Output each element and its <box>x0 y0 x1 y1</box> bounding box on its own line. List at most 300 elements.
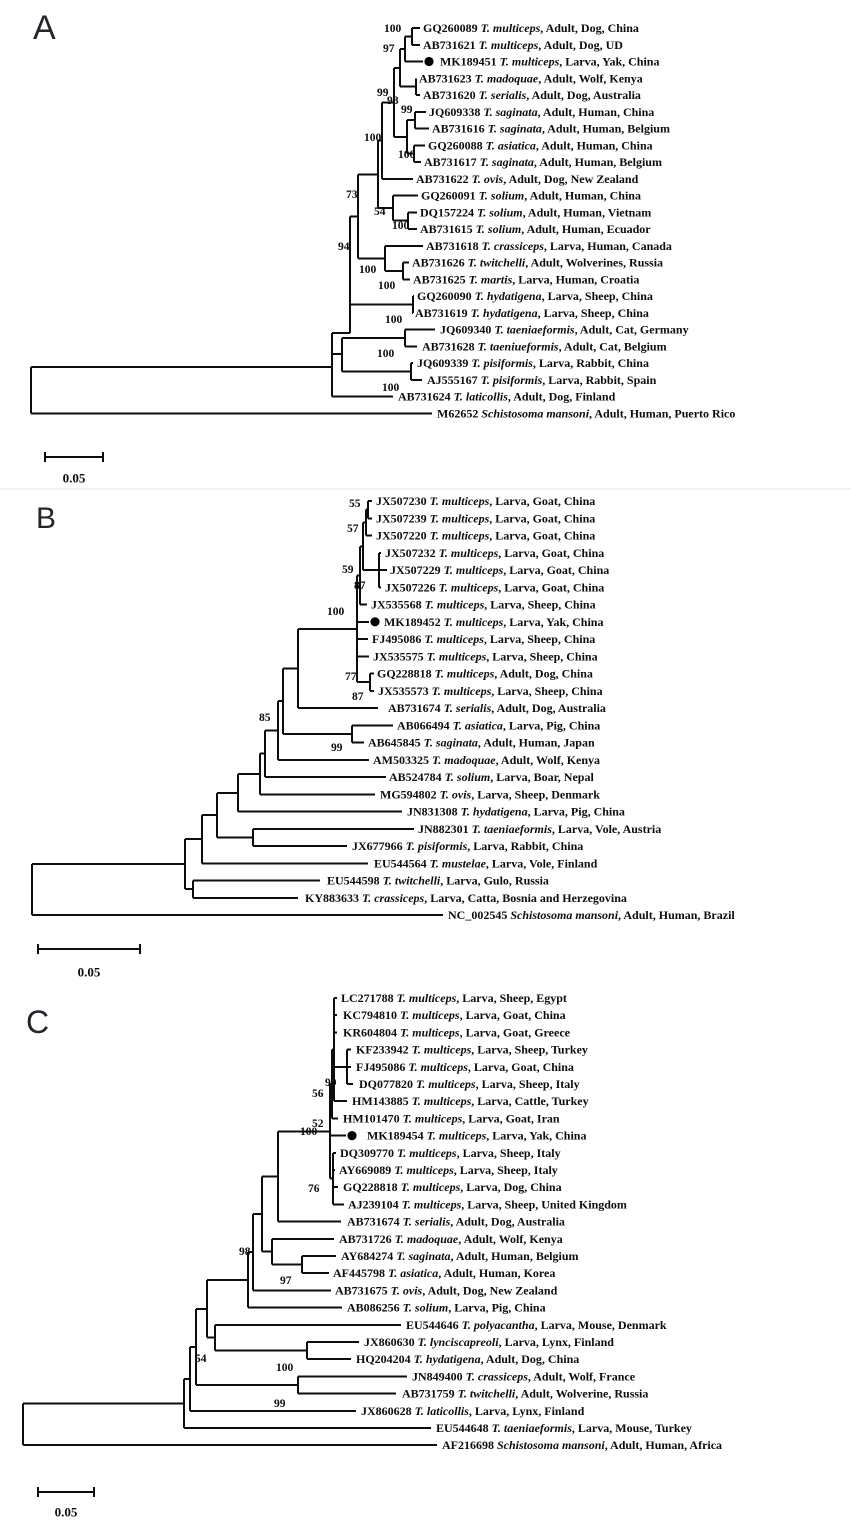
taxon-label <box>429 105 654 119</box>
taxon-label <box>440 55 659 69</box>
taxon-details: , Larva, Gulo, Russia <box>440 873 549 888</box>
bootstrap-value: 97 <box>383 43 395 55</box>
scalebar-label: 0.05 <box>62 470 86 486</box>
taxon-accession: DQ077820 <box>359 1077 416 1091</box>
taxon-label <box>385 580 604 594</box>
taxon-accession: MK189454 <box>367 1128 427 1143</box>
taxon-label <box>417 289 653 303</box>
taxon-accession: AF445798 <box>333 1266 388 1281</box>
bootstrap-value: 54 <box>195 1353 207 1365</box>
bootstrap-value: 59 <box>342 564 354 576</box>
bootstrap-value: 57 <box>347 523 359 535</box>
taxon-details: , Larva, Catta, Bosnia and Herzegovina <box>424 890 627 905</box>
taxon-label <box>436 1421 692 1435</box>
taxon-accession: KR604804 <box>343 1025 400 1040</box>
taxon-details: , Larva, Goat, China <box>498 580 605 595</box>
taxon-accession: AB731620 <box>423 88 479 102</box>
taxon-details: , Adult, Cat, Belgium <box>558 339 667 354</box>
taxon-accession: JX507230 <box>376 494 430 508</box>
bootstrap-value: 99 <box>274 1398 286 1410</box>
taxon-details: , Adult, Wolf, Kenya <box>538 71 643 86</box>
taxon-accession: DQ157224 <box>420 205 477 220</box>
taxon-species: T. multiceps <box>499 54 560 69</box>
taxon-details: , Larva, Rabbit, China <box>532 356 649 370</box>
taxon-details: , Larva, Sheep, China <box>541 289 653 303</box>
taxon-label <box>373 649 598 663</box>
taxon-accession: FJ495086 <box>372 632 425 646</box>
taxon-species: T. multiceps <box>400 1008 460 1023</box>
taxon-details: , Adult, Human, Japan <box>477 735 595 750</box>
taxon-species: Schistosoma mansoni <box>510 908 619 922</box>
bootstrap-value: 100 <box>384 23 402 35</box>
taxon-label <box>385 546 604 560</box>
taxon-label <box>426 239 672 253</box>
taxon-accession: AB524784 <box>389 770 445 784</box>
taxon-species: T. taeniaeformis <box>494 322 575 337</box>
taxon-accession: JX507229 <box>390 563 444 577</box>
taxon-details: , Adult, Human, Africa <box>604 1438 723 1453</box>
taxon-details: , Adult, Dog, China <box>480 1352 580 1367</box>
taxon-species: T. saginata <box>423 735 478 750</box>
bootstrap-value: 97 <box>280 1275 292 1287</box>
bootstrap-value: 100 <box>385 314 403 326</box>
taxon-label <box>442 1438 722 1452</box>
taxon-label <box>377 667 593 681</box>
taxon-label <box>388 701 606 715</box>
taxon-details: , Adult, Dog, Australia <box>491 701 606 715</box>
panel-label-a: A <box>33 9 56 47</box>
taxon-details: , Larva, Pig, China <box>502 718 601 733</box>
taxon-accession: AB731618 <box>426 238 482 253</box>
taxon-accession: AB731674 <box>347 1214 403 1229</box>
taxon-accession: AB731625 <box>413 272 469 287</box>
taxon-species: T. multiceps <box>431 683 492 698</box>
taxon-label <box>356 1352 579 1366</box>
taxon-species: T. multiceps <box>397 1145 457 1160</box>
taxon-accession: JX860628 <box>361 1403 415 1418</box>
taxon-details: , Adult, Dog, Finland <box>507 389 616 404</box>
bootstrap-value: 56 <box>312 1088 324 1100</box>
taxon-species: Schistosoma mansoni <box>481 406 590 421</box>
bootstrap-value: 100 <box>382 382 400 394</box>
taxon-label <box>373 753 600 767</box>
taxon-species: T. multiceps <box>411 1094 472 1109</box>
taxon-details: , Adult, Wolf, Kenya <box>458 1231 563 1246</box>
taxon-label <box>398 390 616 404</box>
taxon-label <box>422 339 667 353</box>
taxon-label <box>347 1301 546 1315</box>
taxon-details: , Larva, Yak, China <box>559 54 660 69</box>
taxon-details: , Larva, Sheep, Egypt <box>456 991 567 1005</box>
taxon-label <box>420 205 651 219</box>
taxon-details: , Larva, Sheep, Italy <box>453 1163 558 1177</box>
taxon-label <box>361 1404 585 1418</box>
taxon-species: T. hydatigena <box>474 289 542 303</box>
taxon-species: T. mustelae <box>429 856 486 871</box>
bootstrap-value: 55 <box>349 498 361 510</box>
bootstrap-value: 100 <box>300 1126 318 1138</box>
taxon-species: T. hydatigena <box>470 305 538 320</box>
taxon-label <box>402 1387 648 1401</box>
taxon-species: T. polyacantha <box>461 1317 535 1332</box>
bootstrap-value: 99 <box>401 104 413 116</box>
taxon-label <box>421 189 641 203</box>
taxon-accession: AJ555167 <box>427 372 481 387</box>
taxon-details: , Larva, Mouse, Denmark <box>534 1317 667 1332</box>
taxon-accession: KC794810 <box>343 1008 400 1023</box>
taxon-details: , Larva, Sheep, Turkey <box>471 1042 588 1057</box>
taxon-label <box>424 155 662 169</box>
taxon-accession: GQ228818 <box>377 666 435 681</box>
taxon-label <box>380 787 600 801</box>
taxon-accession: EU544564 <box>374 856 430 871</box>
taxon-species: T. twitchelli <box>457 1386 516 1401</box>
taxon-accession: AB066494 <box>397 718 453 733</box>
taxon-accession: AM503325 <box>373 752 432 767</box>
taxon-details: , Larva, Human, Canada <box>543 238 672 253</box>
taxon-label <box>341 1249 579 1263</box>
taxon-details: , Larva, Goat, China <box>489 511 596 526</box>
taxon-label <box>390 563 609 577</box>
taxon-details: , Adult, Dog, UD <box>538 37 623 52</box>
taxon-species: T. solium <box>444 770 491 784</box>
taxon-accession: AB731624 <box>398 389 454 404</box>
panel-a <box>31 21 735 486</box>
taxon-species: T. crassiceps <box>465 1369 528 1384</box>
bootstrap-value: 99 <box>325 1077 337 1089</box>
taxon-accession: GQ260089 <box>423 21 481 35</box>
taxon-details: , Larva, Goat, China <box>489 494 596 508</box>
taxon-species: T. multiceps <box>480 21 541 35</box>
taxon-label <box>335 1283 558 1297</box>
taxon-label <box>437 406 735 420</box>
taxon-accession: KF233942 <box>356 1042 412 1057</box>
taxon-details: , Larva, Pig, China <box>448 1300 546 1315</box>
taxon-species: T. multiceps <box>429 511 490 526</box>
taxon-accession: EU544646 <box>406 1317 462 1332</box>
taxon-accession: GQ228818 <box>343 1180 401 1195</box>
taxon-species: T. saginata <box>483 104 538 119</box>
taxon-species: T. serialis <box>402 1214 451 1229</box>
taxon-details: , Larva, Sheep, United Kingdom <box>461 1197 627 1212</box>
bootstrap-value: 100 <box>276 1362 294 1374</box>
taxon-label <box>356 1043 588 1057</box>
bootstrap-value: 100 <box>398 149 416 161</box>
taxon-species: T. multiceps <box>426 1128 487 1143</box>
taxon-accession: AB731621 <box>423 37 479 52</box>
taxon-accession: JN882301 <box>418 821 472 836</box>
taxon-details: , Larva, Goat, China <box>503 563 610 577</box>
taxon-label <box>423 88 641 102</box>
taxon-species: T. multiceps <box>416 1077 476 1091</box>
taxon-accession: AB731623 <box>419 71 475 86</box>
taxon-label <box>432 122 670 136</box>
taxon-species: T. solium <box>475 222 522 236</box>
taxon-details: , Adult, Human, Puerto Rico <box>589 406 736 421</box>
taxon-species: T. crassiceps <box>362 890 425 905</box>
taxon-label <box>416 172 639 186</box>
taxon-details: , Larva, Goat, China <box>489 528 596 543</box>
taxon-details: , Adult, Human, Brazil <box>618 908 735 922</box>
taxon-details: , Larva, Pig, China <box>527 804 625 819</box>
taxon-label <box>427 373 657 387</box>
taxon-label <box>376 511 595 525</box>
taxon-details: , Adult, Human, Belgium <box>450 1249 579 1263</box>
taxon-details: , Adult, Dog, Australia <box>526 88 641 102</box>
taxon-species: T. madoquae <box>432 752 496 767</box>
taxon-label <box>340 1146 561 1160</box>
taxon-label <box>420 222 651 236</box>
taxon-label <box>428 138 653 152</box>
taxon-accession: AB731615 <box>420 222 476 236</box>
taxon-label <box>348 1197 627 1211</box>
taxon-label <box>341 991 567 1005</box>
taxon-label <box>423 21 639 35</box>
taxon-accession: AB731726 <box>339 1231 395 1246</box>
taxon-details: , Adult, Wolf, Kenya <box>495 752 601 767</box>
taxon-accession: JX507232 <box>385 545 439 560</box>
taxon-label <box>374 856 598 870</box>
taxon-species: T. multiceps <box>429 494 490 508</box>
taxon-accession: M62652 <box>437 406 482 421</box>
taxon-label <box>343 1111 560 1125</box>
taxon-accession: FJ495086 <box>356 1059 409 1074</box>
taxon-details: , Adult, Dog, China <box>540 21 639 35</box>
taxon-accession: JX535575 <box>373 649 427 664</box>
taxon-label <box>412 256 663 270</box>
taxon-label <box>407 805 625 819</box>
bootstrap-value: 100 <box>359 264 377 276</box>
taxon-accession: AB086256 <box>347 1300 403 1315</box>
taxon-details: , Adult, Human, China <box>524 188 641 203</box>
taxon-accession: AY684274 <box>341 1249 397 1263</box>
taxon-details: , Adult, Human, Vietnam <box>522 205 652 220</box>
taxon-accession: MK189451 <box>440 54 500 69</box>
taxon-accession: JN831308 <box>407 804 461 819</box>
taxon-details: , Adult, Human, Korea <box>438 1266 556 1281</box>
taxon-accession: JQ609340 <box>440 322 495 337</box>
taxon-details: , Larva, Sheep, China <box>537 305 649 320</box>
taxon-details: , Larva, Rabbit, China <box>467 839 584 853</box>
taxon-accession: GQ260088 <box>428 138 486 153</box>
taxon-accession: AB731674 <box>388 701 444 715</box>
taxon-label <box>384 615 603 629</box>
taxon-accession: EU544648 <box>436 1421 492 1435</box>
taxon-details: , Adult, Human, Belgium <box>533 155 662 169</box>
taxon-details: , Larva, Sheep, Italy <box>456 1145 561 1160</box>
taxon-accession: NC_002545 <box>448 908 511 922</box>
bootstrap-value: 73 <box>346 189 358 201</box>
taxon-species: T. ovis <box>390 1283 423 1298</box>
taxon-accession: GQ260091 <box>421 188 479 203</box>
taxon-label <box>389 770 594 784</box>
bootstrap-value: 99 <box>377 87 389 99</box>
taxon-accession: AB731616 <box>432 121 488 136</box>
bootstrap-value: 99 <box>331 742 343 754</box>
taxon-species: T. taeniueformis <box>477 339 559 354</box>
taxon-details: , Larva, Yak, China <box>486 1128 587 1143</box>
taxon-species: T. lynciscapreoli <box>417 1335 499 1349</box>
taxon-species: T. crassiceps <box>481 238 544 253</box>
taxon-label <box>418 822 661 836</box>
taxon-label <box>440 323 689 337</box>
taxon-details: , Larva, Cattle, Turkey <box>471 1094 589 1109</box>
taxon-species: T. multiceps <box>478 37 539 52</box>
taxon-species: T. asiatica <box>485 138 536 153</box>
bootstrap-value: 77 <box>345 671 357 683</box>
taxon-accession: LC271788 <box>341 991 397 1005</box>
taxon-details: , Larva, Lynx, Finland <box>468 1403 585 1418</box>
taxon-accession: AB731628 <box>422 339 478 354</box>
bootstrap-value: 98 <box>387 95 399 107</box>
taxon-details: , Larva, Lynx, Finland <box>498 1335 614 1349</box>
taxon-details: , Larva, Rabbit, Spain <box>542 372 657 387</box>
bootstrap-value: 54 <box>374 206 386 218</box>
taxon-details: , Adult, Dog, New Zealand <box>503 171 639 186</box>
taxon-label <box>378 684 603 698</box>
taxon-species: T. multiceps <box>434 666 495 681</box>
taxon-label <box>419 71 643 85</box>
taxon-label <box>412 1369 636 1383</box>
taxon-accession: GQ260090 <box>417 289 475 303</box>
taxon-details: , Adult, Human, Ecuador <box>521 222 651 236</box>
taxon-accession: MK189452 <box>384 614 444 629</box>
taxon-species: T. taeniaeformis <box>471 821 552 836</box>
taxon-species: T. solium <box>478 188 525 203</box>
taxon-details: , Adult, Human, China <box>535 138 653 153</box>
taxon-label <box>368 736 595 750</box>
taxon-accession: HM101470 <box>343 1111 403 1126</box>
taxon-details: , Larva, Goat, China <box>459 1008 566 1023</box>
taxon-species: T. martis <box>468 272 513 287</box>
taxon-label <box>339 1232 563 1246</box>
taxon-species: T. ovis <box>471 171 504 186</box>
bootstrap-value: 100 <box>392 220 410 232</box>
taxon-details: , Larva, Sheep, China <box>486 649 598 664</box>
taxon-accession: AB731619 <box>415 305 471 320</box>
taxon-species: T. solium <box>477 205 523 220</box>
taxon-accession: MG594802 <box>380 787 440 802</box>
taxon-species: T. saginata <box>487 121 542 136</box>
taxon-details: , Larva, Goat, Greece <box>459 1025 570 1040</box>
taxon-species: T. hydatigena <box>460 804 528 819</box>
taxon-label <box>406 1318 667 1332</box>
taxon-accession: AB645845 <box>368 735 424 750</box>
taxon-details: , Adult, Dog, China <box>494 666 593 681</box>
taxon-accession: JX507239 <box>376 511 430 526</box>
taxon-details: , Adult, Dog, New Zealand <box>422 1283 558 1298</box>
taxon-accession: JX507226 <box>385 580 439 595</box>
taxon-accession: AB731675 <box>335 1283 391 1298</box>
taxon-label <box>343 1180 562 1194</box>
taxon-species: T. multiceps <box>438 580 499 595</box>
taxon-label <box>327 874 549 888</box>
taxon-details: , Larva, Yak, China <box>503 614 604 629</box>
taxon-label <box>339 1163 558 1177</box>
taxon-species: T. pisiformis <box>405 839 468 853</box>
taxon-label <box>364 1335 614 1349</box>
taxon-label <box>305 891 627 905</box>
taxon-details: , Adult, Dog, Australia <box>450 1214 565 1229</box>
taxon-species: T. hydatigena <box>413 1352 481 1367</box>
taxon-accession: DQ309770 <box>340 1145 397 1160</box>
taxon-species: T. twitchelli <box>467 255 526 270</box>
taxon-species: T. solium <box>402 1300 449 1315</box>
bootstrap-value: 87 <box>352 691 364 703</box>
panel-b <box>32 494 735 980</box>
taxon-accession: HM143885 <box>352 1094 412 1109</box>
panel-label-c: C <box>26 1004 50 1040</box>
taxon-label <box>367 1129 586 1143</box>
taxon-accession: AB731759 <box>402 1386 458 1401</box>
new-isolate-marker <box>370 617 379 626</box>
taxon-details: , Larva, Sheep, China <box>491 683 603 698</box>
taxon-accession: JQ609339 <box>417 356 472 370</box>
taxon-details: , Adult, Human, China <box>537 104 655 119</box>
taxon-species: T. multiceps <box>400 1025 460 1040</box>
taxon-species: T. madoquae <box>474 71 539 86</box>
taxon-species: T. multiceps <box>396 991 457 1005</box>
bootstrap-value: 98 <box>239 1246 251 1258</box>
taxon-species: T. serialis <box>443 701 492 715</box>
taxon-label <box>448 908 735 922</box>
taxon-label <box>356 1060 574 1074</box>
taxon-species: T. saginata <box>396 1249 451 1263</box>
taxon-species: T. saginata <box>479 155 534 169</box>
taxon-label <box>352 1094 589 1108</box>
taxon-accession: JX535568 <box>371 597 425 612</box>
taxon-species: T. pisiformis <box>471 356 533 370</box>
taxon-species: T. multiceps <box>443 614 504 629</box>
taxon-details: , Larva, Goat, China <box>467 1059 574 1074</box>
panel-label-b: B <box>36 502 57 535</box>
taxon-species: T. asiatica <box>452 718 503 733</box>
taxon-label <box>417 356 649 370</box>
taxon-label <box>372 632 595 646</box>
taxon-accession: AF216698 <box>442 1438 497 1453</box>
taxon-species: T. madoquae <box>394 1231 459 1246</box>
taxon-details: , Larva, Goat, Iran <box>462 1111 560 1126</box>
taxon-details: , Larva, Sheep, Denmark <box>471 787 600 802</box>
taxon-details: , Adult, Human, Belgium <box>541 121 670 136</box>
taxon-species: T. multiceps <box>400 1180 461 1195</box>
taxon-accession: EU544598 <box>327 873 383 888</box>
taxon-species: T. multiceps <box>443 563 504 577</box>
taxon-details: , Adult, Wolverines, Russia <box>525 255 664 270</box>
taxon-species: T. multiceps <box>424 597 485 612</box>
bootstrap-value: 100 <box>378 280 396 292</box>
bootstrap-value: 52 <box>312 1118 324 1130</box>
taxon-label <box>415 306 649 320</box>
bootstrap-value: 94 <box>338 241 350 253</box>
taxon-species: T. multiceps <box>401 1197 462 1212</box>
taxon-accession: AJ239104 <box>348 1197 402 1212</box>
panel-c <box>23 991 722 1520</box>
taxon-label <box>359 1077 580 1091</box>
taxon-accession: JX860630 <box>364 1335 418 1349</box>
taxon-species: Schistosoma mansoni <box>497 1438 605 1453</box>
taxon-species: T. taeniaeformis <box>491 1421 572 1435</box>
new-isolate-marker <box>424 57 433 66</box>
taxon-species: T. multiceps <box>429 528 490 543</box>
taxon-details: , Larva, Boar, Nepal <box>490 770 594 784</box>
taxon-label <box>333 1266 555 1280</box>
taxon-accession: JX677966 <box>352 839 406 853</box>
taxon-details: , Larva, Human, Croatia <box>512 272 640 287</box>
taxon-species: T. multiceps <box>424 632 484 646</box>
taxon-accession: JX507220 <box>376 528 430 543</box>
taxon-species: T. asiatica <box>388 1266 439 1281</box>
